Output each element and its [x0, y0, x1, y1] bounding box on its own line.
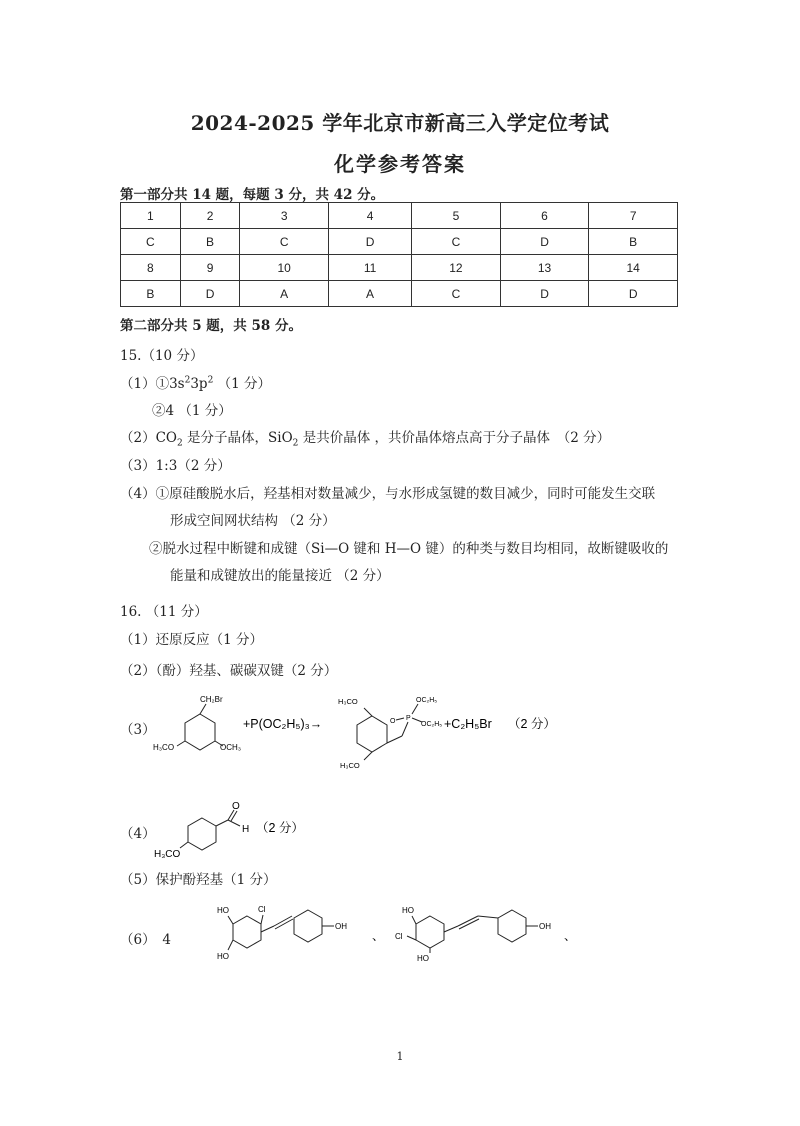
cl-label: Cl: [395, 932, 403, 941]
bond: [228, 820, 240, 826]
bond: [402, 722, 408, 736]
bond: [228, 916, 233, 924]
table-cell: C: [412, 281, 501, 307]
table-row: [121, 229, 678, 255]
table-cell: 4: [328, 203, 411, 229]
table-cell: 6: [500, 203, 589, 229]
table-row: [121, 203, 678, 229]
bond: [412, 916, 416, 924]
vinyl-bond: [261, 926, 274, 932]
table-cell: D: [180, 281, 240, 307]
q15-answer-4a-line1: （4）①原硅酸脱水后，羟基相对数量减少，与水形成氢键的数目减少，同时可能发生交联: [120, 486, 656, 502]
q15-2-p1: （2）CO: [120, 430, 177, 446]
q15-1a-sup2: 2: [207, 375, 214, 386]
cl-label: Cl: [258, 905, 266, 914]
table-cell: 12: [412, 255, 501, 281]
table-cell: 10: [240, 255, 329, 281]
table-cell: 14: [589, 255, 678, 281]
q16-heading: 16. （11 分）: [120, 604, 208, 620]
p-label: P: [406, 715, 411, 722]
q15-2-sub1: 2: [177, 438, 183, 449]
document-title: 2024-2025 学年北京市新高三入学定位考试: [190, 111, 610, 135]
q16-answer-2: （2）（酚）羟基、碳碳双键（2 分）: [120, 663, 338, 679]
q16-6-label: （6） 4: [120, 932, 171, 948]
h3co-label: H₃CO: [153, 743, 175, 752]
page-number: 1: [396, 1050, 404, 1063]
q15-2-p2: 是分子晶体，SiO: [182, 430, 293, 446]
table-cell: C: [121, 229, 181, 255]
table-cell: A: [328, 281, 411, 307]
q15-2-p3: 是共价晶体 ，共价晶体熔点高于分子晶体 （2 分）: [298, 430, 611, 446]
q15-answer-4b-line1: ②脱水过程中断键和成键（Si—O 键和 H—O 键）的种类与数目均相同，故断键吸收的: [149, 541, 669, 557]
q15-1a-score: （1 分）: [217, 376, 271, 392]
table-cell: B: [589, 229, 678, 255]
q15-1a-sup1: 2: [184, 375, 191, 386]
q15-answer-2: [120, 426, 610, 449]
q16-3-reaction-equation: [150, 690, 690, 770]
table-cell: D: [500, 281, 589, 307]
table-cell: D: [500, 229, 589, 255]
vinyl-bond: [444, 926, 458, 932]
q16-6-structures: [212, 898, 592, 970]
table-row: [121, 255, 678, 281]
reagent-formula: +P(OC₂H₅)₃→: [243, 717, 323, 731]
table-cell: D: [328, 229, 411, 255]
oh-label: OH: [539, 922, 551, 931]
table-cell: 7: [589, 203, 678, 229]
h3co-bottom-label: H₃CO: [340, 761, 360, 770]
q15-1a-mid: 3p: [190, 376, 208, 392]
bond: [364, 752, 372, 760]
ho-top-label: HO: [217, 906, 229, 915]
q15-answer-1a: [120, 372, 271, 392]
part1-heading: 第一部分共 14 题，每题 3 分，共 42 分。: [120, 187, 385, 203]
table-cell: 8: [121, 255, 181, 281]
oh-label: OH: [335, 922, 347, 931]
separator: 、: [372, 929, 385, 943]
q16-answer-1: （1）还原反应（1 分）: [120, 632, 263, 648]
answer-table: [120, 202, 678, 307]
bond: [412, 704, 418, 714]
q15-heading: 15.（10 分）: [120, 348, 204, 364]
table-cell: 13: [500, 255, 589, 281]
ch2br-label: CH₂Br: [200, 695, 223, 704]
bond: [228, 940, 233, 950]
byproduct-formula: +C₂H₅Br: [444, 717, 492, 731]
table-cell: 9: [180, 255, 240, 281]
table-row: [121, 281, 678, 307]
benzene-ring: [185, 714, 215, 750]
bond: [364, 708, 372, 716]
q16-3-label: （3）: [120, 722, 156, 738]
bond: [216, 820, 228, 826]
double-bond: [396, 718, 404, 720]
table-cell: C: [412, 229, 501, 255]
q16-3-score: （2 分）: [508, 717, 556, 731]
benzene-ring: [233, 916, 261, 948]
oc2h5-label-1: OC₂H₅: [416, 697, 438, 704]
q15-answer-4b-line2: 能量和成键放出的能量接近 （2 分）: [170, 568, 390, 584]
bond: [200, 704, 206, 714]
table-cell: B: [121, 281, 181, 307]
o-label: O: [390, 718, 396, 725]
bond: [180, 842, 188, 848]
q16-answer-5: （5）保护酚羟基（1 分）: [120, 872, 277, 888]
q15-answer-3: （3）1:3（2 分）: [120, 458, 231, 474]
separator: 、: [564, 929, 577, 943]
aldehyde-o-label: O: [232, 801, 240, 812]
bond: [407, 936, 416, 940]
table-cell: C: [240, 229, 329, 255]
benzene-ring: [498, 910, 526, 942]
bond: [387, 736, 402, 743]
part2-heading: 第二部分共 5 题，共 58 分。: [120, 318, 302, 334]
table-cell: 3: [240, 203, 329, 229]
benzene-ring: [188, 818, 216, 850]
oc2h5-label-2: OC₂H₅: [421, 721, 443, 728]
table-cell: 11: [328, 255, 411, 281]
benzene-ring: [294, 910, 322, 942]
q16-4-label: （4）: [120, 826, 156, 842]
aldehyde-h-label: H: [242, 824, 250, 835]
och3-label: OCH₃: [220, 743, 242, 752]
table-cell: 5: [412, 203, 501, 229]
bond: [478, 916, 498, 918]
table-cell: D: [589, 281, 678, 307]
document-subtitle: 化学参考答案: [334, 152, 466, 176]
ho-bottom-label: HO: [417, 954, 429, 963]
benzene-ring: [416, 916, 444, 948]
table-cell: B: [180, 229, 240, 255]
h3co-label: H₃CO: [154, 849, 181, 860]
q15-answer-1b: ②4 （1 分）: [152, 403, 232, 419]
q15-2-sub2: 2: [292, 438, 299, 449]
bond: [261, 915, 263, 924]
table-cell: 2: [180, 203, 240, 229]
ho-top-label: HO: [402, 906, 414, 915]
double-bond: [231, 811, 237, 821]
q15-1a-prefix: （1）①3s: [120, 376, 185, 392]
table-cell: A: [240, 281, 329, 307]
q15-answer-4a-line2: 形成空间网状结构 （2 分）: [170, 513, 336, 529]
h3co-top-label: H₃CO: [338, 697, 358, 706]
ho-bottom-label: HO: [217, 952, 229, 961]
q16-4-score: （2 分）: [256, 821, 304, 835]
table-cell: 1: [121, 203, 181, 229]
bond: [177, 741, 185, 746]
q16-4-structure: [150, 800, 320, 864]
benzene-ring: [357, 716, 387, 752]
